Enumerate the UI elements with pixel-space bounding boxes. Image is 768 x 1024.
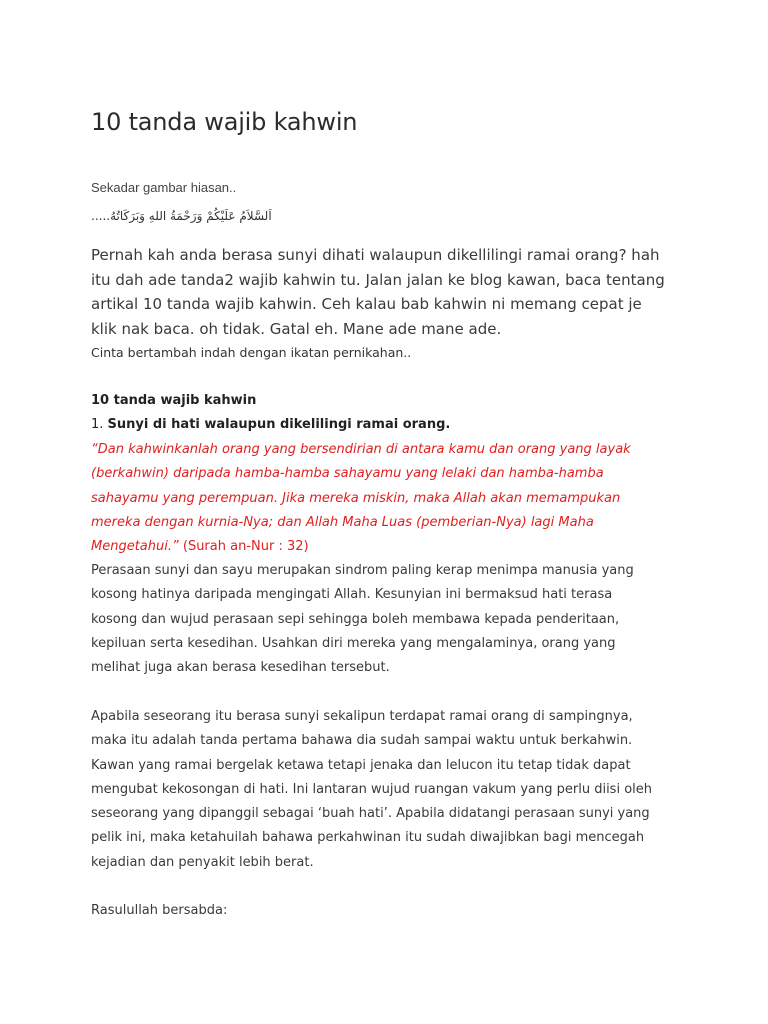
image-caption: Sekadar gambar hiasan.. [91,180,237,195]
quote-text: “Dan kahwinkanlah orang yang bersendirian di antara kamu dan orang yang layak (berkahwin) daripada hamba-hamba sahayamu yang lelaki dan hamba-hamba sahayamu yang perempuan. Jika mereka miskin, maka Allah akan memampukan mereka dengan kurnia-Nya; dan Allah Maha Luas (pemberian-Nya) lagi Maha Mengetahui.” [91,442,631,555]
point-heading [91,417,450,432]
intro-paragraph: Pernah kah anda berasa sunyi dihati walaupun dikellilingi ramai orang? hah itu dah ade tanda2 wajib kahwin tu. Jalan jalan ke blog kawan, baca tentang artikal 10 tanda wajib kahwin. Ceh kalau bab kahwin ni memang cepat je klik nak baca. oh tidak. Gatal eh. Mane ade mane ade. [91,246,665,338]
cinta-line: Cinta bertambah indah dengan ikatan pernikahan.. [91,345,412,360]
point-number: 1. [91,417,108,432]
quote-reference: (Surah an-Nur : 32) [178,539,309,555]
body-paragraph-1: Perasaan sunyi dan sayu merupakan sindrom paling kerap menimpa manusia yang kosong hatinya daripada mengingati Allah. Kesunyian ini bermaksud hati terasa kosong dan wujud perasaan sepi sehingga boleh membawa kepada penderitaan, kepiluan serta kesedihan. Usahkan diri mereka yang mengalaminya, orang yang melihat juga akan berasa kesedihan tersebut. [91,563,634,676]
salam-greeting: .....اَلسَّلاَمُ عَلَيْكُمْ وَرَحْمَةُ اللهِ وَبَرَكَاتُهُ [91,209,272,223]
section-heading: 10 tanda wajib kahwin [91,393,257,408]
article-title: 10 tanda wajib kahwin [91,108,358,136]
body-paragraph-3: Rasulullah bersabda: [91,903,228,918]
point-text: Sunyi di hati walaupun dikelilingi ramai orang. [107,417,451,432]
quran-quote [91,438,656,559]
body-paragraph-2: Apabila seseorang itu berasa sunyi sekalipun terdapat ramai orang di sampingnya, maka itu adalah tanda pertama bahawa dia sudah sampai waktu untuk berkahwin. Kawan yang ramai bergelak ketawa tetapi jenaka dan lelucon itu tetap tidak dapat mengubat kekosongan di hati. Ini lantaran wujud ruangan vakum yang perlu diisi oleh seseorang yang dipanggil sebagai ‘buah hati’. Apabila didatangi perasaan sunyi yang pelik ini, maka ketahuilah bahawa perkahwinan itu sudah diwajibkan bagi mencegah kejadian dan penyakit lebih berat. [91,709,652,870]
